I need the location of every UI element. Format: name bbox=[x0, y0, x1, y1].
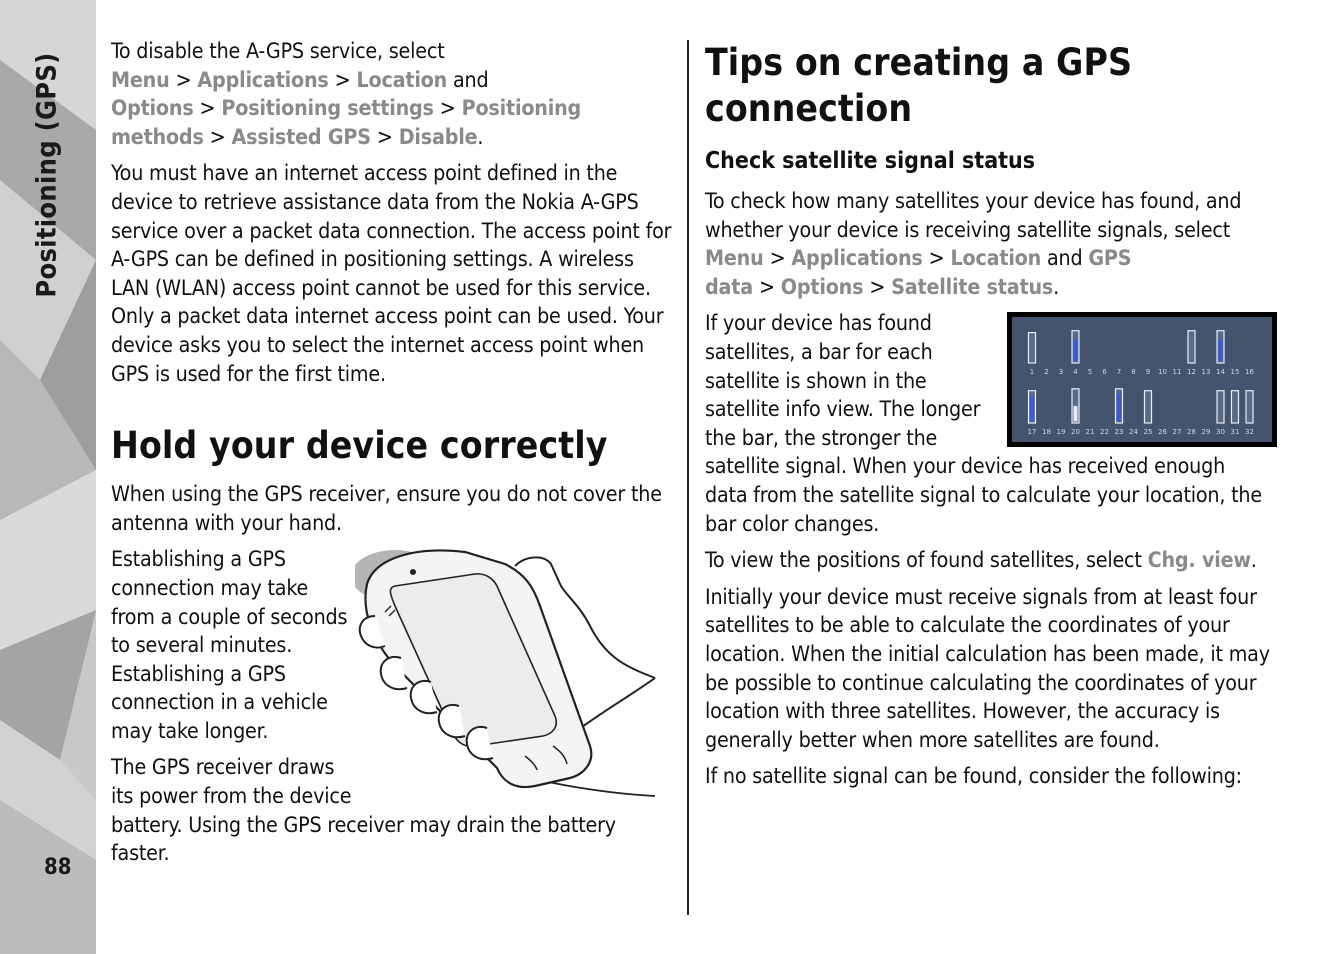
satellite-number-label: 21 bbox=[1085, 428, 1095, 437]
satellite-number-label: 14 bbox=[1216, 368, 1225, 377]
hold-device-heading: Hold your device correctly bbox=[111, 424, 608, 468]
menu-path-item: Options bbox=[780, 274, 864, 300]
menu-path-item: Disable bbox=[398, 124, 478, 150]
satellite-number-label: 32 bbox=[1245, 428, 1254, 437]
satellite-bar-fill bbox=[1117, 394, 1121, 422]
satellite-number-label: 2 bbox=[1044, 368, 1049, 377]
satellite-number-label: 5 bbox=[1087, 368, 1093, 377]
page-number: 88 bbox=[44, 855, 72, 880]
satellite-bars-graphic bbox=[1012, 317, 1272, 442]
satellite-number-label: 22 bbox=[1100, 428, 1109, 437]
menu-path-item: Location bbox=[356, 67, 448, 93]
menu-path-item: Satellite status bbox=[891, 274, 1054, 300]
satellite-number-label: 28 bbox=[1187, 428, 1196, 437]
menu-path-item: Applications bbox=[197, 67, 329, 93]
satellite-signal-subheading: Check satellite signal status bbox=[705, 148, 1036, 174]
satellite-number-label: 31 bbox=[1230, 428, 1240, 437]
satellite-number-label: 9 bbox=[1145, 368, 1151, 377]
menu-path-item: Assisted GPS bbox=[231, 124, 371, 150]
satellite-number-label: 3 bbox=[1058, 368, 1064, 377]
satellite-bar-fill bbox=[1074, 406, 1078, 422]
four-satellites-paragraph: Initially your device must receive signals from at least four satellites to be able to calculate the coordinates of your location. When the initial calculation has been made, it may be possible to continue calculating the coordinates of your location with three satellites. However, the accuracy is generally better when more satellites are found. bbox=[705, 584, 1270, 753]
power-paragraph: The GPS receiver draws its power from the device battery. Using the GPS receiver may drain the battery faster. bbox=[111, 755, 616, 867]
tips-heading: Tips on creating a GPS connection bbox=[705, 41, 1133, 130]
satellite-number-label: 25 bbox=[1143, 428, 1153, 437]
satellite-number-label: 26 bbox=[1158, 428, 1167, 437]
satellite-bar bbox=[1029, 333, 1036, 363]
satellite-number-label: 29 bbox=[1201, 428, 1211, 437]
satellite-number-label: 11 bbox=[1172, 368, 1182, 377]
menu-path-item: GPS data bbox=[705, 246, 1132, 300]
satellite-bar bbox=[1232, 391, 1239, 423]
sidebar bbox=[0, 0, 96, 954]
satellite-bar-fill bbox=[1074, 340, 1078, 362]
no-signal-paragraph: If no satellite signal can be found, consider the following: bbox=[705, 764, 1242, 790]
satellite-bar bbox=[1188, 331, 1195, 363]
satellite-number-label: 10 bbox=[1158, 368, 1167, 377]
satellite-bar bbox=[1145, 391, 1152, 423]
satellite-bar-fill bbox=[1030, 397, 1034, 422]
menu-path-item: Chg. view bbox=[1147, 548, 1251, 574]
satellite-number-label: 17 bbox=[1027, 428, 1037, 437]
menu-path-item: Positioning settings bbox=[221, 96, 434, 122]
satellite-number-label: 20 bbox=[1071, 428, 1080, 437]
satellite-number-label: 6 bbox=[1102, 368, 1107, 377]
satellite-number-label: 4 bbox=[1073, 368, 1078, 377]
menu-path-item: Applications bbox=[791, 246, 923, 272]
satellite-number-label: 30 bbox=[1216, 428, 1225, 437]
satellite-number-label: 27 bbox=[1172, 428, 1182, 437]
menu-path-item: Location bbox=[950, 246, 1042, 272]
access-point-paragraph: You must have an internet access point defined in the device to retrieve assistance data from the Nokia A-GPS service over a packet data connection. The access point for A-GPS can be defined in positioning settings. A wireless LAN (WLAN) access point cannot be used for this service. Only a packet data internet access point can be used. Your device asks you to select the internet access point when GPS is used for the first time. bbox=[111, 161, 672, 387]
menu-path-item: Menu bbox=[111, 67, 170, 93]
column-divider bbox=[687, 40, 689, 915]
satellite-number-label: 12 bbox=[1187, 368, 1196, 377]
hand-holding-phone-illustration bbox=[355, 546, 685, 804]
establishing-connection-paragraph: Establishing a GPS connection may take from a couple of seconds to several minutes. Establishing a GPS connection in a vehicle may take longer. bbox=[111, 547, 348, 744]
satellite-bar bbox=[1246, 391, 1253, 423]
satellite-status-screenshot bbox=[1007, 312, 1277, 447]
satellite-number-label: 8 bbox=[1131, 368, 1136, 377]
satellite-number-label: 1 bbox=[1029, 368, 1035, 377]
phone-illustration-image bbox=[355, 546, 685, 804]
satellite-number-label: 16 bbox=[1245, 368, 1254, 377]
check-satellites-paragraph: To check how many satellites your device has found, and whether your device is receiving satellite signals, select Menu > Applications > Location and GPS data > Options > Satellite status. bbox=[705, 189, 1242, 300]
disable-agps-paragraph: To disable the A-GPS service, select Menu > Applications > Location and Options > Positioning settings > Positioning methods > Assisted GPS > Disable. bbox=[111, 39, 582, 150]
satellite-number-label: 23 bbox=[1114, 428, 1124, 437]
menu-path-item: Options bbox=[111, 96, 194, 122]
menu-path-item: Menu bbox=[705, 246, 764, 272]
section-title: Positioning (GPS) bbox=[31, 52, 63, 298]
left-column bbox=[111, 38, 677, 869]
satellite-number-label: 7 bbox=[1116, 368, 1122, 377]
satellite-number-label: 24 bbox=[1129, 428, 1138, 437]
satellite-number-label: 13 bbox=[1201, 368, 1211, 377]
satellite-number-label: 18 bbox=[1042, 428, 1051, 437]
right-column bbox=[705, 38, 1271, 792]
satellite-number-label: 19 bbox=[1056, 428, 1066, 437]
antenna-paragraph: When using the GPS receiver, ensure you do not cover the antenna with your hand. bbox=[111, 482, 662, 536]
satellite-bar-fill bbox=[1219, 340, 1223, 362]
satellite-bars-paragraph: If your device has found satellites, a bar for each satellite is shown in the satellite info view. The longer the bar, the stronger the satellite signal. When your device has received enough data from the satellite signal to calculate your location, the bar color changes. bbox=[705, 311, 1262, 537]
change-view-paragraph: To view the positions of found satellites, select Chg. view. bbox=[705, 548, 1257, 574]
menu-path-item: Positioning methods bbox=[111, 96, 582, 150]
satellite-status-screen bbox=[1007, 312, 1277, 447]
satellite-bar bbox=[1217, 391, 1224, 423]
satellite-number-label: 15 bbox=[1230, 368, 1240, 377]
